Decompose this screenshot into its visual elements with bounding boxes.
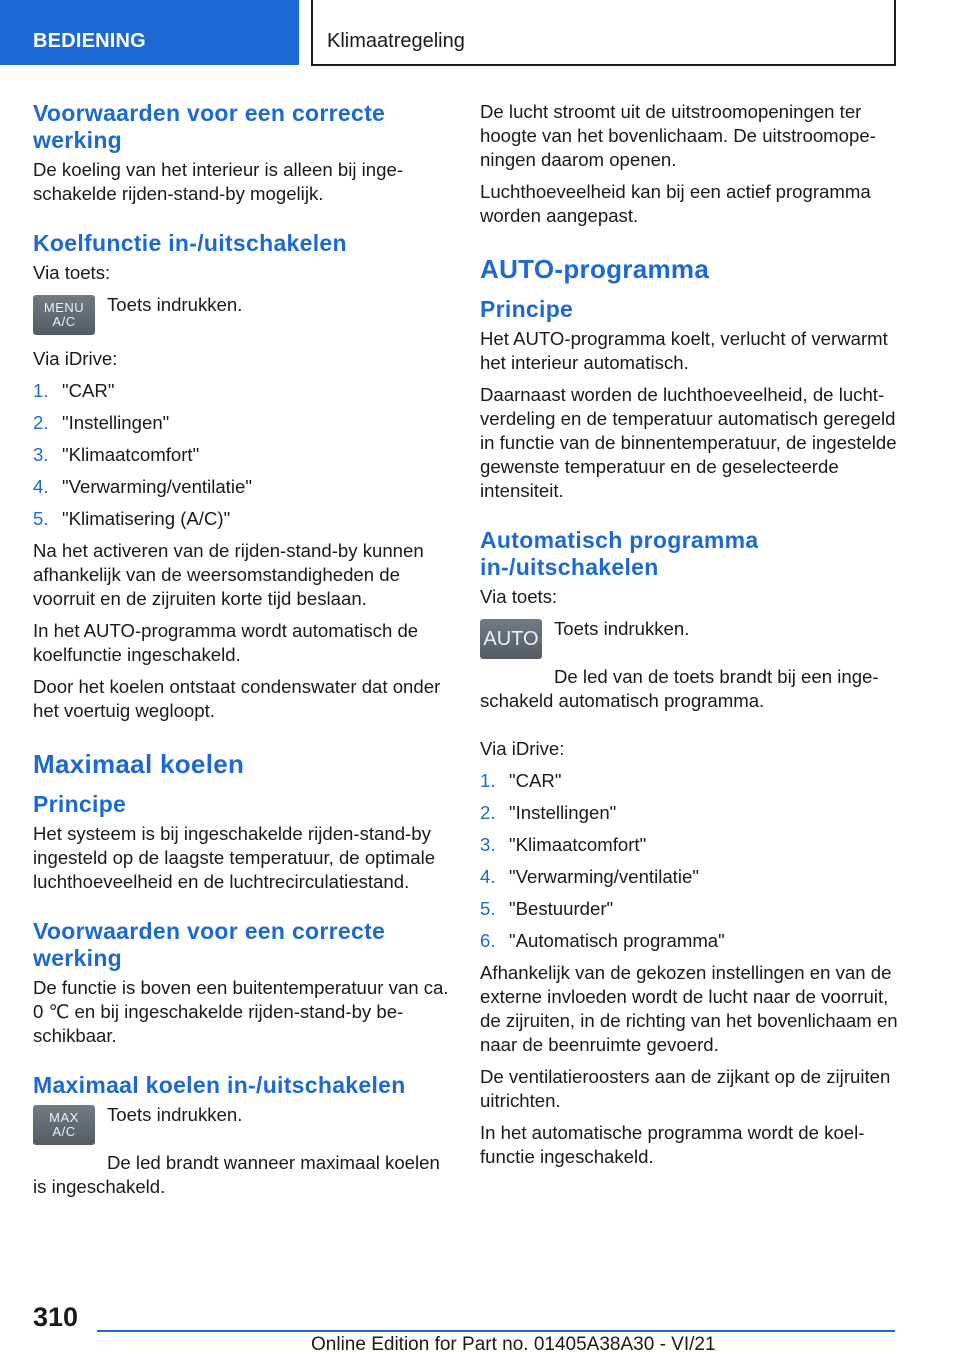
paragraph: Luchthoeveelheid kan bij een actief programma worden aangepast. bbox=[480, 181, 871, 226]
list-item: 2. "Instellingen" bbox=[480, 802, 617, 823]
paragraph: Via toets: bbox=[33, 262, 111, 283]
paragraph: Het AUTO-programma koelt, verlucht of verwarmt het interieur automatisch. bbox=[480, 328, 888, 373]
heading-voorwaarden: Voorwaarden voor een correcte werking bbox=[33, 918, 386, 971]
paragraph: Het systeem is bij ingeschakelde rijden-stand-by ingesteld op de laagste temperatuur, de optimale luchthoeveelheid en de luchtrecirculatiestand. bbox=[33, 823, 436, 892]
paragraph: Toets indrukken. bbox=[107, 1104, 243, 1125]
paragraph: In het AUTO-programma wordt automatisch de koelfunctie ingeschakeld. bbox=[33, 620, 419, 665]
list-item: 2. "Instellingen" bbox=[33, 412, 170, 433]
list-item: 4. "Verwarming/ventilatie" bbox=[480, 866, 699, 887]
paragraph: De led van de toets brandt bij een ingeschakeld automatisch programma. bbox=[480, 666, 879, 711]
right-column bbox=[480, 100, 898, 1177]
paragraph: Toets indrukken. bbox=[554, 618, 690, 639]
heading-maximaal-inuit: Maximaal koelen in-/uitschakelen bbox=[33, 1072, 406, 1098]
paragraph: Via toets: bbox=[480, 586, 558, 607]
page-number: 310 bbox=[33, 1302, 79, 1332]
idrive-steps bbox=[33, 379, 451, 531]
list-item: 6. "Automatisch programma" bbox=[480, 930, 725, 951]
list-item: 4. "Verwarming/ventilatie" bbox=[33, 476, 252, 497]
button-label-top: MENU bbox=[43, 300, 85, 315]
paragraph: Na het activeren van de rijden-stand-by kunnen afhankelijk van de weersomstandigheden de voorruit en de zijruiten korte tijd beslaan. bbox=[33, 540, 424, 609]
heading-voorwaarden: Voorwaarden voor een correcte werking bbox=[33, 100, 386, 153]
paragraph: De led brandt wanneer maximaal koelen is ingeschakeld. bbox=[33, 1152, 440, 1197]
section-tab: BEDIENING bbox=[0, 0, 299, 65]
paragraph: De koeling van het interieur is alleen bij ingeschakelde rijden-stand-by mogelijk. bbox=[33, 159, 404, 204]
list-item: 5. "Klimatisering (A/C)" bbox=[33, 508, 231, 529]
button-label-bottom: A/C bbox=[52, 314, 76, 329]
list-item: 1. "CAR" bbox=[33, 380, 115, 401]
edition-note: Online Edition for Part no. 01405A38A30 - VI/21 bbox=[311, 1334, 716, 1355]
paragraph: Afhankelijk van de gekozen instellingen en van de externe invloeden wordt de lucht naar de voorruit, de zijruiten, in de richting van het bovenlichaam en naar de beenruimte gevoerd. bbox=[480, 962, 898, 1055]
heading-principe: Principe bbox=[480, 296, 574, 322]
heading-maximaal-koelen: Maximaal koelen bbox=[33, 749, 245, 779]
left-column bbox=[33, 100, 451, 1207]
paragraph: Door het koelen ontstaat condenswater dat onder het voertuig wegloopt. bbox=[33, 676, 441, 721]
paragraph: De lucht stroomt uit de uitstroomopeningen ter hoogte van het bovenlichaam. De uitstroomopeningen daarom openen. bbox=[480, 101, 876, 170]
paragraph: Toets indrukken. bbox=[107, 294, 243, 315]
paragraph: Via iDrive: bbox=[480, 738, 565, 759]
list-item: 5. "Bestuurder" bbox=[480, 898, 614, 919]
paragraph: In het automatische programma wordt de koelfunctie ingeschakeld. bbox=[480, 1122, 865, 1167]
button-instruction bbox=[33, 293, 451, 341]
footer-divider bbox=[97, 1330, 895, 1332]
button-instruction bbox=[33, 1103, 451, 1151]
heading-principe: Principe bbox=[33, 791, 127, 817]
menu-ac-button-icon bbox=[33, 295, 95, 335]
paragraph: Daarnaast worden de luchthoeveelheid, de luchtverdeling en de temperatuur automatisch geregeld in functie van de binnentemperatuur, de ingestelde gewenste temperatuur en de geselecteerde intensiteit. bbox=[480, 384, 897, 501]
list-item: 1. "CAR" bbox=[480, 770, 562, 791]
list-item: 3. "Klimaatcomfort" bbox=[33, 444, 200, 465]
paragraph: De ventilatieroosters aan de zijkant op de zijruiten uitrichten. bbox=[480, 1066, 891, 1111]
chapter-title: Klimaatregeling bbox=[311, 0, 896, 66]
list-item: 3. "Klimaatcomfort" bbox=[480, 834, 647, 855]
button-label-bottom: A/C bbox=[52, 1124, 76, 1139]
heading-auto-programma: AUTO-programma bbox=[480, 254, 710, 284]
max-ac-button-icon bbox=[33, 1105, 95, 1145]
button-instruction bbox=[480, 617, 898, 665]
paragraph: De functie is boven een buitentemperatuur van ca. 0 ℃ en bij ingeschakelde rijden-stand-by beschikbaar. bbox=[33, 977, 449, 1046]
button-label-top: MAX bbox=[49, 1110, 79, 1125]
button-label: AUTO bbox=[483, 628, 539, 650]
idrive-steps bbox=[480, 769, 898, 953]
paragraph: Via iDrive: bbox=[33, 348, 118, 369]
auto-button-icon bbox=[480, 619, 542, 659]
heading-auto-inuit: Automatisch programma in-/uitschakelen bbox=[480, 527, 759, 580]
heading-koelfunctie: Koelfunctie in-/uitschakelen bbox=[33, 230, 347, 256]
